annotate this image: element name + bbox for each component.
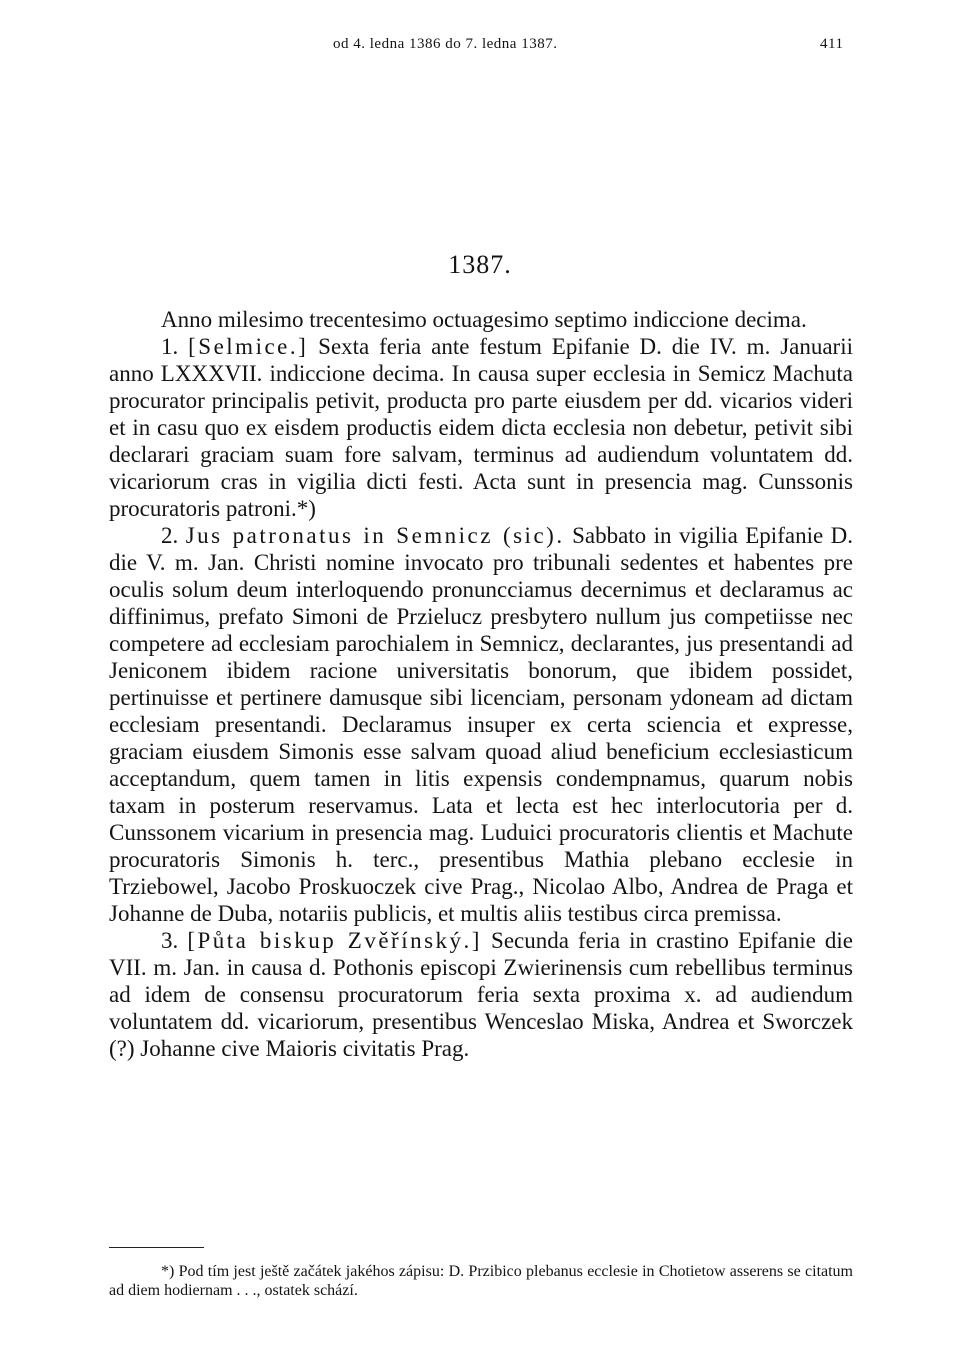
footnote	[109, 1262, 853, 1300]
entry-3	[109, 927, 853, 1062]
entry-2-text: Sabbato in vigilia Epifanie D. die V. m. Jan. Christi nomine invocato pro tribunali sedentes et habentes pre oculis solum deum interloquendo pronuncciamus decernimus et declaramus ac diffinimus, prefato Simoni de Przielucz presbytero nullum jus competiisse nec competere ad ecclesiam parochialem in Semnicz, declarantes, jus presentandi ad Jeniconem ibidem racione universitatis bonorum, que ibidem possidet, pertinuisse et pertinere damusque sibi licenciam, personam ydoneam ad dictam ecclesiam presentandi. Declaramus insuper ex certa sciencia et expresse, graciam eiusdem Simonis esse salvam quoad aliud beneficium ecclesiasticum acceptandum, quem tamen in litis expensis condempnamus, quarum nobis taxam in posterum reservamus. Lata et lecta est hec interlocutoria per d. Cunssonem vicarium in presencia mag. Luduici procuratoris clientis et Machute procuratoris Simonis h. terc., presentibus Mathia plebano ecclesie in Trziebowel, Jacobo Proskuoczek cive Prag., Nicolao Albo, Andrea de Praga et Johanne de Duba, notariis publicis, et multis aliis testibus circa premissa.	[109, 523, 854, 926]
entry-2	[109, 522, 853, 927]
entry-2-heading: Jus patronatus in Semnicz (sic).	[185, 523, 565, 548]
entry-1-text: Sexta feria ante festum Epifanie D. die IV. m. Januarii anno LXXXVII. indiccione decima. In causa super ecclesia in Semicz Machuta procurator principalis petivit, producta pro parte eiusdem per dd. vicarios videri et in casu quo ex eisdem productis eidem dicta ecclesia non debetur, petivit sibi declarari graciam suam fore salvam, terminus ad audiendum voluntatem dd. vicariorum cras in vigilia dicti festi. Acta sunt in presencia mag. Cunssonis procuratoris patroni.*)	[109, 334, 854, 521]
entry-2-number: 2.	[161, 523, 179, 548]
page-number: 411	[820, 36, 844, 52]
entry-3-heading: [Půta biskup Zvěřínský.]	[187, 928, 482, 953]
entry-1-heading: [Selmice.]	[188, 334, 309, 359]
year-heading: 1387.	[448, 250, 512, 279]
intro-paragraph: Anno milesimo trecentesimo octuagesimo septimo indiccione decima.	[161, 307, 807, 332]
running-header	[0, 36, 960, 60]
body-text	[109, 306, 853, 1062]
entry-3-number: 3.	[161, 928, 179, 953]
running-title: od 4. ledna 1386 do 7. ledna 1387.	[333, 36, 558, 52]
entry-1-number: 1.	[161, 334, 179, 359]
entry-3-text: Secunda feria in crastino Epifanie die VII. m. Jan. in causa d. Pothonis episcopi Zwierinensis cum rebellibus terminus ad idem de consensu procuratorum feria sexta proxima x. ad audiendum voluntatem dd. vicariorum, presentibus Wenceslao Miska, Andrea et Sworczek (?) Johanne cive Maioris civitatis Prag.	[109, 928, 854, 1061]
entry-1	[109, 333, 853, 522]
footnote-divider	[109, 1247, 204, 1248]
footnote-text: *) Pod tím jest ještě začátek jakéhos zápisu: D. Przibico plebanus ecclesie in Chotietow asserens se citatum ad diem hodiernam . . ., ostatek schází.	[109, 1263, 853, 1299]
